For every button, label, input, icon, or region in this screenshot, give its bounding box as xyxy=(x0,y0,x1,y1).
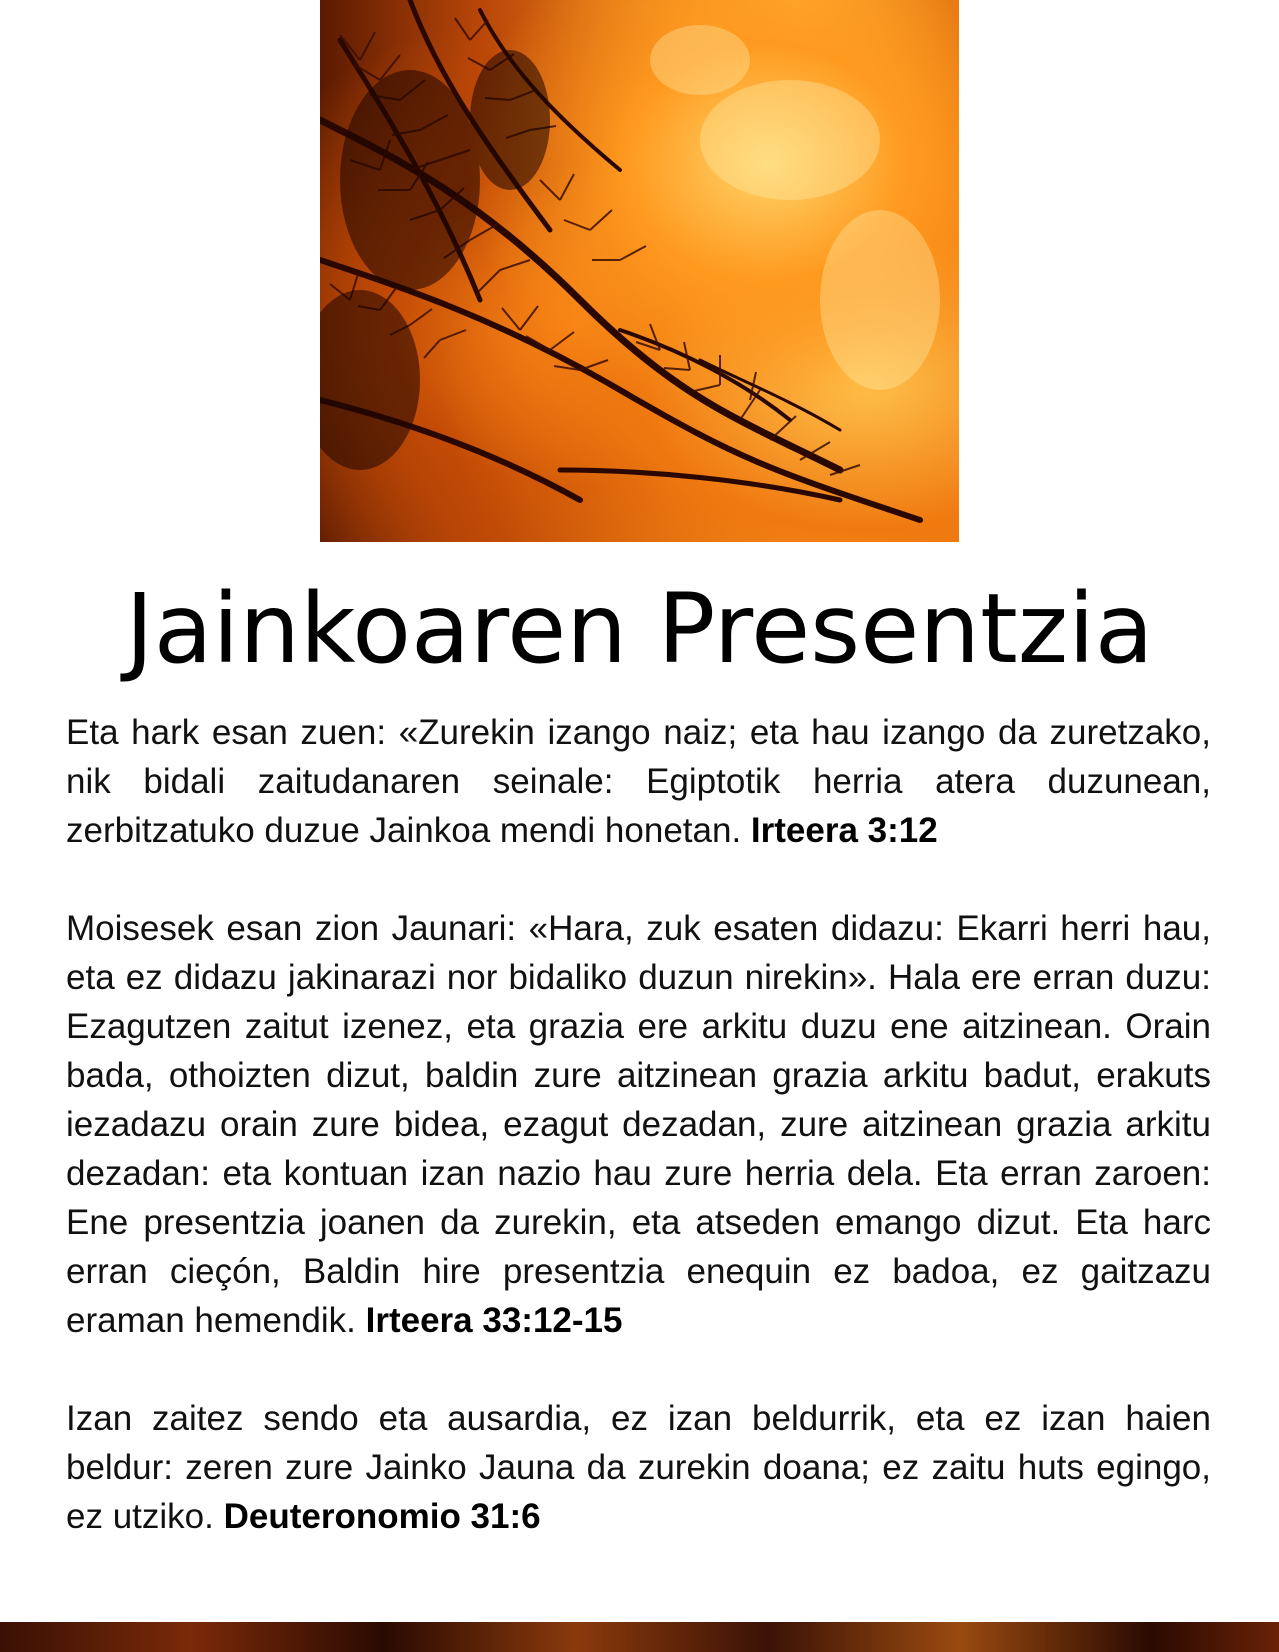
passage-2 xyxy=(66,904,1211,1345)
passage-1 xyxy=(66,708,1211,855)
passage-text: Eta hark esan zuen: «Zurekin izango naiz; eta hau izango da zuretzako, nik bidali zaitudanaren seinale: Egiptotik herria atera duzunean, zerbitzatuko duzue Jainkoa mendi honetan. xyxy=(66,713,1211,850)
page-title: Jainkoaren Presentzia xyxy=(125,573,1154,685)
passage-reference: Deuteronomio 31:6 xyxy=(223,1497,541,1536)
scripture-passages xyxy=(66,708,1211,1590)
passage-3 xyxy=(66,1394,1211,1541)
passage-reference: Irteera 3:12 xyxy=(750,811,938,850)
fire-strip-image xyxy=(0,1622,1279,1652)
passage-text: Izan zaitez sendo eta ausardia, ez izan beldurrik, eta ez izan haien beldur: zeren zure Jainko Jauna da zurekin doana; ez zaitu huts egingo, ez utziko. xyxy=(66,1399,1211,1536)
bush-silhouette-icon xyxy=(320,0,959,542)
passage-text: Moisesek esan zion Jaunari: «Hara, zuk esaten didazu: Ekarri herri hau, eta ez didazu jakinarazi nor bidaliko duzun nirekin». Hala ere erran duzu: Ezagutzen zaitut izenez, eta grazia ere arkitu duzu ene aitzinean. Orain bada, othoizten dizut, baldin zure aitzinean grazia arkitu badut, erakuts iezadazu orain zure bidea, ezagut dezadan, zure aitzinean grazia arkitu dezadan: eta kontuan izan nazio hau zure herria dela. Eta erran zaroen: Ene presentzia joanen da zurekin, eta atseden emango dizut. Eta harc erran cieçón, Baldin hire presentzia enequin ez badoa, ez gaitzazu eraman hemendik. xyxy=(66,909,1211,1340)
passage-reference: Irteera 33:12-15 xyxy=(365,1301,623,1340)
burning-bush-image xyxy=(320,0,959,542)
